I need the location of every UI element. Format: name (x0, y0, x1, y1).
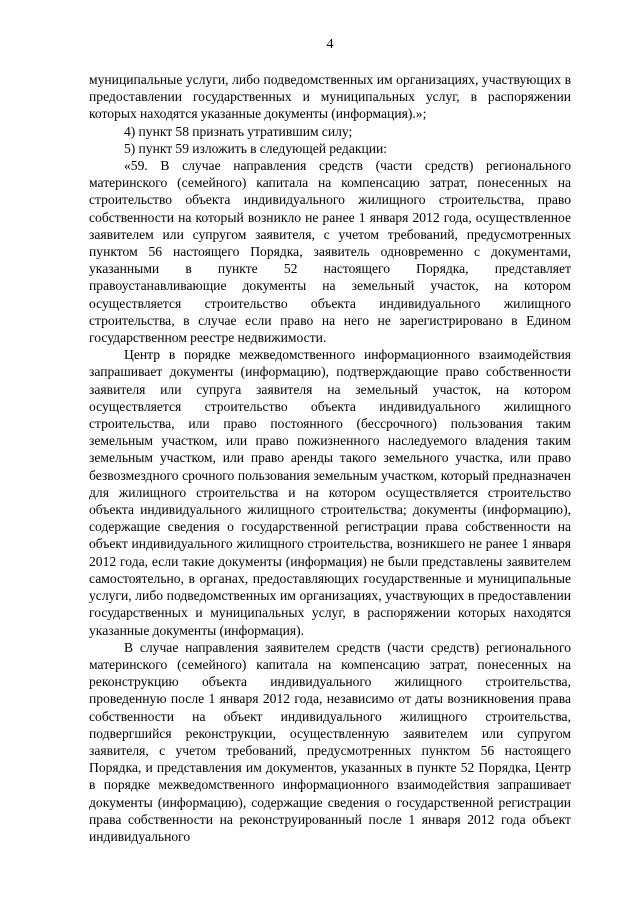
paragraph-item-4: 4) пункт 58 признать утратившим силу; (124, 123, 353, 139)
page-number: 4 (326, 37, 334, 52)
paragraph-reconstruction: В случае направления заявителем средств (части средств) регионального материнского (семейного) капитала на компенсацию затрат, понесенных на реконструкцию объекта индивидуального жилищного строительства, проведенную после 1 января 2012 года, независимо от даты возникновения права собственности на объект индивидуального жилищного строительства, подвергшийся реконструкции, осуществленную заявителем или супругом заявителя, с учетом требований, предусмотренных пунктом 56 настоящего Порядка, и представления им документов, указанных в пункте 52 Порядка, Центр в порядке межведомственного информационного взаимодействия запрашивает документы (информацию), содержащие сведения о государственной регистрации права собственности на реконструированный после 1 января 2012 года объект индивидуального (89, 639, 571, 844)
paragraph-clause-59: «59. В случае направления средств (части средств) регионального материнского (семейного) капитала на компенсацию затрат, понесенных на строительство объекта индивидуального жилищного строительства, право собственности на который возникло не ранее 1 января 2012 года, осуществленное заявителем или супругом заявителя, с учетом требований, предусмотренных пунктом 56 настоящего Порядка, заявитель одновременно с документами, указанными в пункте 52 настоящего Порядка, представляет правоустанавливающие документы на земельный участок, на котором осуществляется строительство объекта индивидуального жилищного строительства, в случае если право на него не зарегистрировано в Едином государственном реестре недвижимости. (89, 158, 571, 346)
paragraph-continuation: муниципальные услуги, либо подведомственных им организациях, участвующих в предоставлении государственных и муниципальных услуг, в распоряжении которых находятся указанные документы (информация).»; (89, 72, 571, 122)
document-body (89, 71, 571, 845)
paragraph-item-5: 5) пункт 59 изложить в следующей редакции: (124, 140, 388, 156)
paragraph-center-request: Центр в порядке межведомственного информационного взаимодействия запрашивает документы (информацию), подтверждающие право собственности заявителя или супруга заявителя на земельный участок, на котором осуществляется строительство объекта индивидуального жилищного строительства, или право постоянного (бессрочного) пользования таким земельным участком, или право пожизненного наследуемого владения таким земельным участком, или право аренды такого земельного участка, или право безвозмездного срочного пользования земельным участком, который предназначен для жилищного строительства и на котором осуществляется строительство объекта индивидуального жилищного строительства; документы (информацию), содержащие сведения о государственной регистрации права собственности на объект индивидуального жилищного строительства, возникшего не ранее 1 января 2012 года, если такие документы (информация) не были представлены заявителем самостоятельно, в органах, предоставляющих государственные и муниципальные услуги, либо подведомственных им организациях, участвующих в предоставлении государственных и муниципальных услуг, в распоряжении которых находятся указанные документы (информация). (89, 347, 571, 638)
document-page (89, 0, 571, 905)
